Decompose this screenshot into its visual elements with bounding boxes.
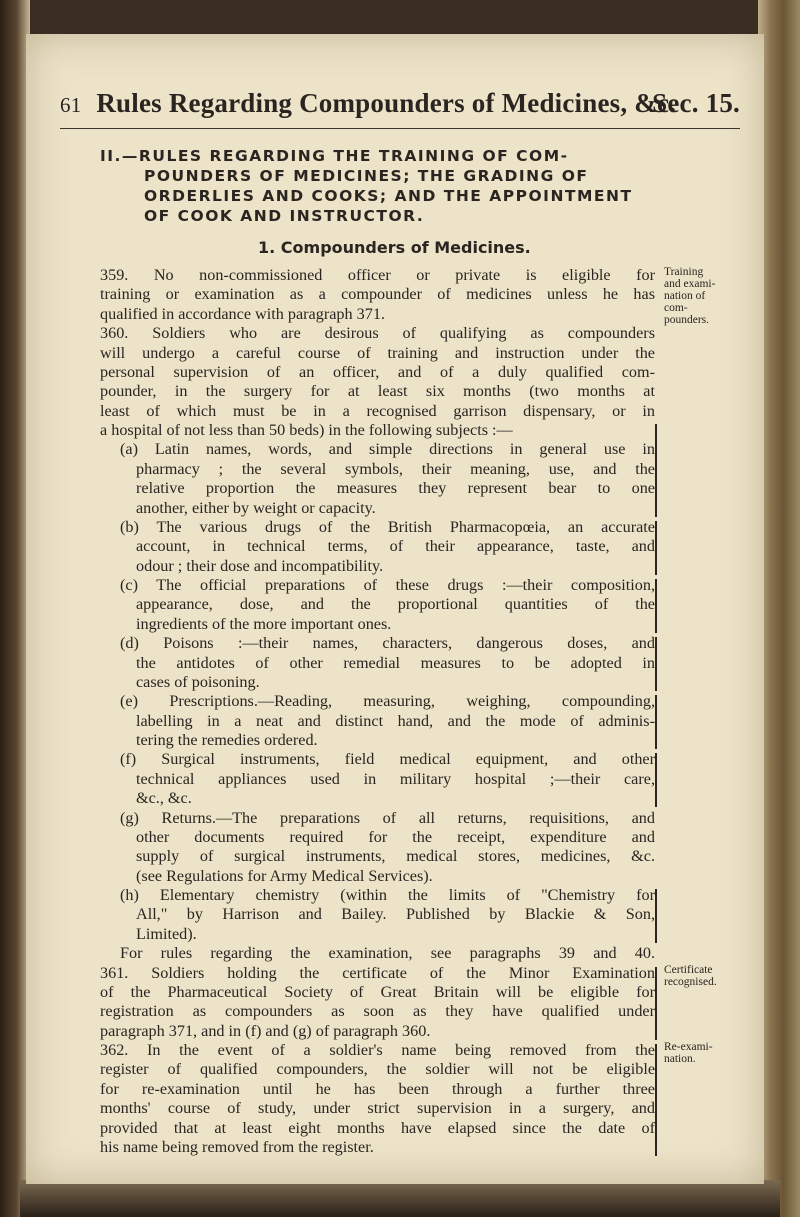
margin-bar: [655, 753, 657, 807]
page-edge: [758, 0, 800, 1217]
text-line: All," by Harrison and Bailey. Published by Blackie & Son,: [136, 905, 655, 923]
text-line: ingredients of the more important ones.: [136, 615, 392, 633]
text-line: labelling in a neat and distinct hand, and the mode of adminis-: [136, 712, 655, 730]
margin-note-line: recognised.: [664, 976, 717, 988]
text-line: of the Pharmaceutical Society of Great Britain will be eligible for: [100, 983, 655, 1001]
margin-note-line: nation.: [664, 1053, 696, 1065]
margin-bar: [655, 967, 657, 1040]
text-line: personal supervision of an officer, and of a duly qualified com-: [100, 363, 655, 381]
section-title-line: OF COOK AND INSTRUCTOR.: [144, 207, 425, 225]
text-line: (see Regulations for Army Medical Services).: [136, 867, 433, 885]
text-line: relative proportion the measures they represent bear to one: [136, 479, 655, 497]
text-line: tering the remedies ordered.: [136, 731, 318, 749]
text-line: appearance, dose, and the proportional quantities of the: [136, 595, 655, 613]
margin-note-line: Training: [664, 266, 704, 278]
text-line: (e) Prescriptions.—Reading, measuring, weighing, compounding,: [120, 692, 655, 710]
text-line: technical appliances used in military hospital ;—their care,: [136, 770, 655, 788]
text-line: (f) Surgical instruments, field medical equipment, and other: [120, 750, 655, 768]
text-line: (g) Returns.—The preparations of all returns, requisitions, and: [120, 809, 655, 827]
text-line: his name being removed from the register.: [100, 1138, 374, 1156]
text-line: register of qualified compounders, the soldier will not be eligible: [100, 1060, 655, 1078]
text-line: the antidotes of other remedial measures to be adopted in: [136, 654, 655, 672]
section-title: [100, 146, 660, 226]
text-line: pharmacy ; the several symbols, their meaning, use, and the: [136, 460, 655, 478]
text-line: account, in technical terms, of their appearance, taste, and: [136, 537, 655, 555]
text-line: 360. Soldiers who are desirous of qualifying as compounders: [100, 324, 655, 342]
margin-note-line: nation of: [664, 290, 706, 302]
text-line: (d) Poisons :—their names, characters, dangerous doses, and: [120, 634, 655, 652]
margin-bar: [655, 637, 657, 691]
text-line: (a) Latin names, words, and simple directions in general use in: [120, 440, 655, 458]
margin-bar: [655, 889, 657, 943]
section-reference: Sec. 15.: [652, 88, 740, 118]
section-title-line: POUNDERS OF MEDICINES; THE GRADING OF: [144, 167, 589, 185]
text-line: months' course of study, under strict supervision in a surgery, and: [100, 1099, 655, 1117]
text-line: pounder, in the surgery for at least six months (two months at: [100, 382, 655, 400]
text-line: For rules regarding the examination, see paragraphs 39 and 40.: [120, 944, 655, 962]
text-line: another, either by weight or capacity.: [136, 499, 376, 517]
margin-bar: [655, 1044, 657, 1156]
margin-note-line: Re-exami-: [664, 1041, 713, 1053]
margin-bar: [655, 424, 657, 517]
text-line: registration as compounders as soon as they have qualified under: [100, 1002, 655, 1020]
margin-note-reexamination: [664, 1041, 736, 1065]
margin-bar: [655, 579, 657, 633]
text-line: (c) The official preparations of these drugs :—their composition,: [120, 576, 655, 594]
text-line: (b) The various drugs of the British Pharmacopœia, an accurate: [120, 518, 655, 536]
text-line: training or examination as a compounder of medicines unless he has: [100, 285, 655, 303]
text-line: 361. Soldiers holding the certificate of the Minor Examination: [100, 964, 655, 982]
page-number: 61: [60, 93, 82, 117]
text-line: qualified in accordance with paragraph 371.: [100, 305, 385, 323]
margin-bar: [655, 521, 657, 575]
text-line: for re-examination until he has been through a further three: [100, 1080, 655, 1098]
text-line: 362. In the event of a soldier's name being removed from the: [100, 1041, 655, 1059]
margin-note-line: Certificate: [664, 964, 713, 976]
margin-note-line: com-: [664, 302, 688, 314]
section-title-line: ORDERLIES AND COOKS; AND THE APPOINTMENT: [144, 187, 633, 205]
margin-note-line: pounders.: [664, 314, 710, 326]
text-line: a hospital of not less than 50 beds) in the following subjects :—: [100, 421, 513, 439]
text-line: least of which must be in a recognised garrison dispensary, or in: [100, 402, 655, 420]
margin-note-training: [664, 266, 736, 326]
text-line: supply of surgical instruments, medical stores, medicines, &c.: [136, 847, 655, 865]
text-line: cases of poisoning.: [136, 673, 260, 691]
margin-bar: [655, 695, 657, 749]
text-line: odour ; their dose and incompatibility.: [136, 557, 384, 575]
text-line: (h) Elementary chemistry (within the limits of "Chemistry for: [120, 886, 655, 904]
book-bottom-edge: [20, 1180, 780, 1217]
text-line: paragraph 371, and in (f) and (g) of paragraph 360.: [100, 1022, 431, 1040]
running-header: [60, 88, 740, 129]
text-line: other documents required for the receipt, expenditure and: [136, 828, 655, 846]
text-line: will undergo a careful course of training and instruction under the: [100, 344, 655, 362]
margin-note-certificate: [664, 964, 736, 988]
text-line: &c., &c.: [136, 789, 192, 807]
running-title: Rules Regarding Compounders of Medicines, &c.: [96, 88, 677, 118]
text-line: Limited).: [136, 925, 197, 943]
subheading: 1. Compounders of Medicines.: [258, 238, 531, 257]
text-line: 359. No non-commissioned officer or private is eligible for: [100, 266, 655, 284]
section-title-line: II.—RULES REGARDING THE TRAINING OF COM-: [100, 147, 569, 165]
text-line: provided that at least eight months have elapsed since the date of: [100, 1119, 655, 1137]
margin-note-line: and exami-: [664, 278, 716, 290]
